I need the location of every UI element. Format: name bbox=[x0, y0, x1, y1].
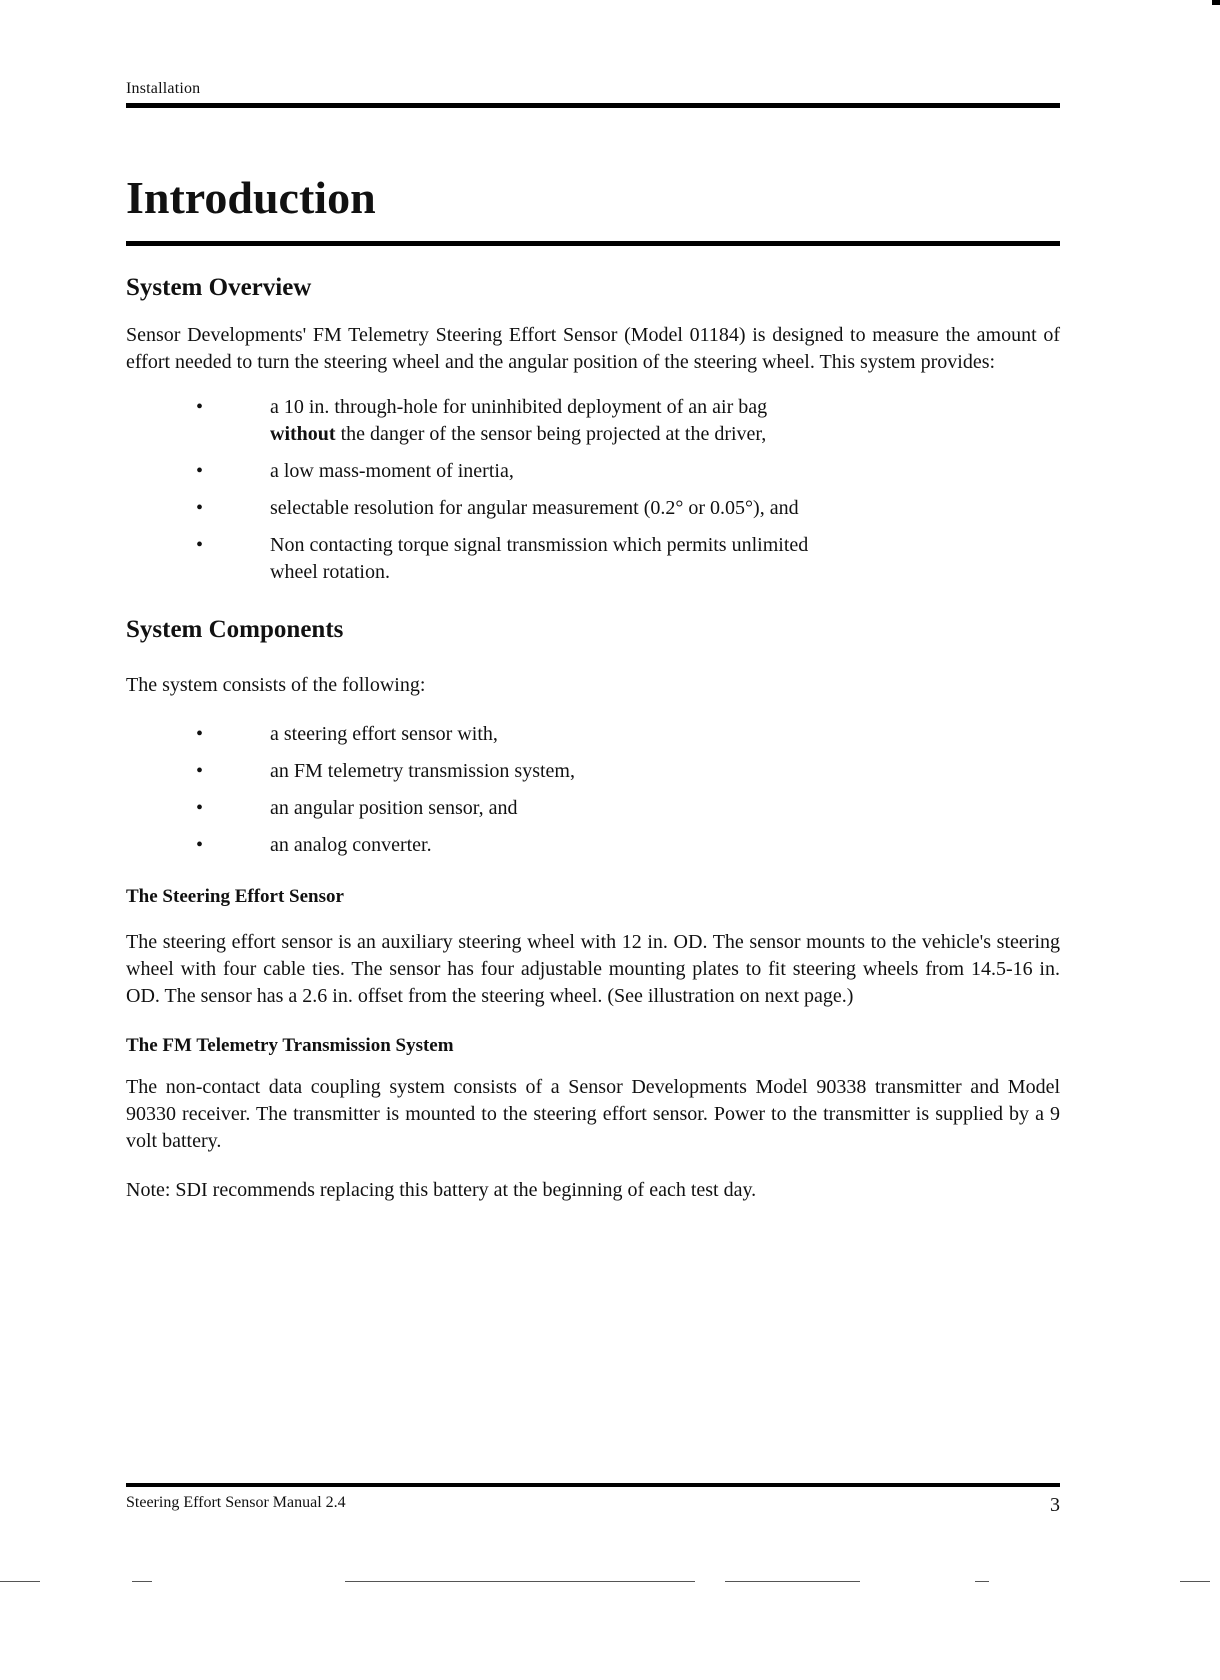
bullet-icon: • bbox=[196, 797, 204, 819]
bullet-icon: • bbox=[196, 460, 204, 482]
header-rule bbox=[126, 103, 1060, 108]
chapter-title: Introduction bbox=[126, 172, 376, 223]
feature-airbag-emphasis: without bbox=[270, 423, 336, 445]
components-list bbox=[126, 721, 1060, 859]
system-components-heading: System Components bbox=[126, 616, 344, 643]
system-overview-heading: System Overview bbox=[126, 274, 312, 301]
list-item bbox=[126, 721, 830, 748]
scan-artifact bbox=[345, 1581, 695, 1582]
manual-page bbox=[126, 0, 1060, 1680]
list-item bbox=[126, 495, 830, 522]
list-item bbox=[126, 458, 830, 485]
system-components-intro: The system consists of the following: bbox=[126, 674, 426, 696]
bullet-icon: • bbox=[196, 760, 204, 782]
component-text: an analog converter. bbox=[270, 834, 432, 856]
fm-telemetry-heading: The FM Telemetry Transmission System bbox=[126, 1035, 454, 1056]
scan-artifact bbox=[725, 1581, 860, 1582]
fm-telemetry-body: The non-contact data coupling system consists of a Sensor Developments Model 90338 transmitter and Model 90330 receiver. The transmitter is mounted to the steering effort sensor. Power to the transmitter is supplied by a 9 volt battery. bbox=[126, 1076, 1060, 1152]
bullet-icon: • bbox=[196, 497, 204, 519]
steering-effort-sensor-body: The steering effort sensor is an auxiliary steering wheel with 12 in. OD. The sensor mounts to the vehicle's steering wheel with four cable ties. The sensor has four adjustable mounting plates to fit steering wheels from 14.5-16 in. OD. The sensor has a 2.6 in. offset from the steering wheel. (See illustration on next page.) bbox=[126, 931, 1060, 1007]
component-text: an FM telemetry transmission system, bbox=[270, 760, 575, 782]
running-header: Installation bbox=[126, 80, 201, 97]
scan-artifact bbox=[1212, 0, 1220, 5]
bullet-icon: • bbox=[196, 834, 204, 856]
feature-airbag-text-end: the danger of the sensor being projected at the driver, bbox=[335, 423, 767, 445]
list-item bbox=[126, 795, 830, 822]
list-item bbox=[126, 532, 830, 586]
bullet-icon: • bbox=[196, 396, 204, 418]
list-item bbox=[126, 832, 830, 859]
scan-artifact bbox=[132, 1581, 152, 1582]
scan-artifact bbox=[975, 1581, 989, 1582]
bullet-icon: • bbox=[196, 723, 204, 745]
page-number: 3 bbox=[1050, 1494, 1060, 1516]
overview-feature-list bbox=[126, 394, 1060, 586]
scan-artifact bbox=[0, 1581, 40, 1582]
battery-note: Note: SDI recommends replacing this battery at the beginning of each test day. bbox=[126, 1179, 757, 1201]
title-rule bbox=[126, 241, 1060, 246]
system-overview-intro: Sensor Developments' FM Telemetry Steering Effort Sensor (Model 01184) is designed to measure the amount of effort needed to turn the steering wheel and the angular position of the steering wheel. This system provides: bbox=[126, 324, 1060, 373]
steering-effort-sensor-heading: The Steering Effort Sensor bbox=[126, 886, 344, 907]
feature-transmission-text: Non contacting torque signal transmission which permits unlimited wheel rotation. bbox=[270, 534, 809, 583]
feature-airbag-text-start: a 10 in. through-hole for uninhibited deployment of an air bag bbox=[270, 396, 768, 418]
feature-inertia-text: a low mass-moment of inertia, bbox=[270, 460, 514, 482]
footer-manual-title: Steering Effort Sensor Manual 2.4 bbox=[126, 1494, 346, 1511]
body-content bbox=[126, 270, 1060, 1204]
component-text: a steering effort sensor with, bbox=[270, 723, 498, 745]
list-item bbox=[126, 394, 830, 448]
footer-rule bbox=[126, 1483, 1060, 1487]
component-text: an angular position sensor, and bbox=[270, 797, 518, 819]
feature-resolution-text: selectable resolution for angular measurement (0.2° or 0.05°), and bbox=[270, 497, 799, 519]
scan-artifact bbox=[1180, 1581, 1210, 1582]
bullet-icon: • bbox=[196, 534, 204, 556]
list-item bbox=[126, 758, 830, 785]
